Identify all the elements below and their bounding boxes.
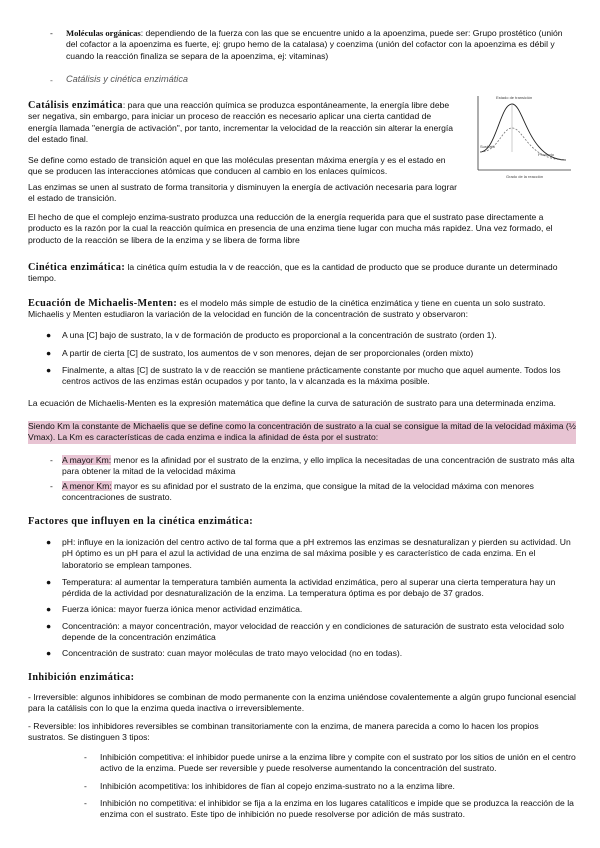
section-subheading: Catálisis y cinética enzimática <box>66 74 189 84</box>
bullet-dot: ● <box>46 621 52 631</box>
km-item-term: A menor Km: <box>62 481 112 491</box>
reversible-paragraph: - Reversible: los inhibidores reversibles se combinan transitoriamente con la enzima, de manera parecida a como lo hacen los propios sustratos. Se distinguen 3 tipos: <box>28 721 539 743</box>
km-item <box>62 455 576 478</box>
cinetica-text: la cinética quím estudia la v de reacción, que es la cantidad de producto que se produce durante un determinado tiempo. <box>28 262 558 284</box>
bullet-dot: ● <box>46 577 52 587</box>
graph-background <box>466 90 576 182</box>
complex-paragraph: El hecho de que el complejo enzima-sustrato produzca una reducción de la energía requerida para que el sustrato pase directamente a producto es la razón por la cual la reacción química en presencia de una enzima tiene lugar con mucha más rapidez. Una vez formado, el producto de la reacción se libera de la enzima y se libera de forma libre <box>28 212 553 245</box>
dash-bullet: - <box>84 752 87 762</box>
inhibition-type: Inhibición acompetitiva: los inhibidores de fían al copejo enzima-sustrato no a la enzima libre. <box>100 781 455 791</box>
bullet-dot: ● <box>46 537 52 547</box>
factor-bullet: Temperatura: al aumentar la temperatura también aumenta la actividad enzimática, pero al superar una cierta temperatura hay un pérdida de la actividad por desnaturalización de la enzima. La temperatura óptima es por debajo de 37 grados. <box>62 577 556 599</box>
inhibition-type: Inhibición competitiva: el inhibidor puede unirse a la enzima libre y compite con el sustrato por los sitios de unión en el centro activo de la enzima. Puede ser reversible y puede resolverse aumentando la concentración del sustrato. <box>100 752 576 774</box>
bullet-dot: ● <box>46 348 52 358</box>
km-item <box>62 481 576 504</box>
catalisis-text: : para que una reacción química se produzca espontáneamente, la energía libre debe ser negativa, sin embargo, para iniciar un proceso de reacción es necesario aplicar una cierta cantidad de energía llamada "energía de activación", por tanto, incrementar la velocidad de la reacción sin alterar la energía del estado final. <box>28 100 454 145</box>
molecules-term: Moléculas orgánicas <box>66 28 141 38</box>
molecules-text: : dependiendo de la fuerza con las que se encuentre unido a la apoenzima, puede ser: Grupo prostético (unión del cofactor a la apoenzima es fuerte, ej: grupo hemo de la catalasa) y coenzima (unión del cofactor con la apoenzima es débil y cuando la reacción finaliza se separa de la apoenzima, ej: vitaminas) <box>66 28 563 61</box>
molecules-item <box>66 28 576 62</box>
inhibicion-title: Inhibición enzimática: <box>28 672 135 683</box>
km-item-term: A mayor Km: <box>62 455 112 465</box>
factor-bullet: Concentración: a mayor concentración, mayor velocidad de reacción y en condiciones de saturación de sustrato esta velocidad solo depende de la concentración enzimática <box>62 621 565 643</box>
dash-bullet: - <box>50 28 53 38</box>
dash-bullet: - <box>50 481 53 491</box>
dash-bullet: - <box>50 455 53 465</box>
enzymes-paragraph: Las enzimas se unen al sustrato de forma transitoria y disminuyen la energía de activación necesaria para lograr el estado de transición. <box>28 182 457 204</box>
transition-paragraph: Se define como estado de transición aquel en que las moléculas presentan máxima energía y es el estado en que se producen las interacciones atómicas que conducen al cambio en los enlaces químicos. <box>28 155 446 177</box>
michaelis-text: es el modelo más simple de estudio de la cinética enzimática y tiene en cuenta un solo sustrato. Michaelis y Menten estudiaron la variación de la velocidad en función de la concentración de sustrato y observaron: <box>28 298 546 320</box>
graph-label-x: Grado de la reacción <box>506 174 544 179</box>
irreversible-paragraph: - Irreversible: algunos inhibidores se combinan de modo permanente con la enzima uniéndose covalentemente a algún grupo funcional esencial para la catálisis con lo que la enzima queda inactiva o irreversiblemente. <box>28 692 576 714</box>
bullet-dot: ● <box>46 604 52 614</box>
michaelis-bullet: A partir de cierta [C] de sustrato, los aumentos de v son menores, dejan de ser proporcionales (orden mixto) <box>62 348 474 358</box>
inhibition-type: Inhibición no competitiva: el inhibidor se fija a la enzima en los lugares catalíticos e impide que se produzca la reacción de la enzima con el sustrato. Este tipo de inhibición no puede resolverse por adición de más sustrato. <box>100 798 574 820</box>
graph-label-substrate: Sustrato <box>480 144 495 149</box>
michaelis-bullet: A una [C] bajo de sustrato, la v de formación de producto es proporcional a la concentración de sustrato (orden 1). <box>62 330 497 340</box>
activation-energy-graph <box>466 90 576 182</box>
dash-bullet: - <box>50 75 53 85</box>
factores-title: Factores que influyen en la cinética enzimática: <box>28 516 253 527</box>
factor-bullet: Concentración de sustrato: cuan mayor moléculas de trato mayo velocidad (no en todas). <box>62 648 403 658</box>
catalisis-title: Catálisis enzimática <box>28 100 123 111</box>
michaelis-bullet: Finalmente, a altas [C] de sustrato la v de reacción se mantiene prácticamente constante por mucho que aquel aumente. Todos los centros activos de las enzimas están ocupados y por tanto, la v alcanzada es la máxima posible. <box>62 365 561 387</box>
factor-bullet: pH: influye en la ionización del centro activo de tal forma que a pH extremos las enzimas se desnaturalizan y pierden su actividad. Un pH óptimo es un pH para el azul la actividad de una enzima de sal máxima posible y es característico de cada enzima. En el laboratorio se emplean tampones. <box>62 537 571 570</box>
michaelis-title: Ecuación de Michaelis-Menten: <box>28 298 178 309</box>
km-item-text: mayor es su afinidad por el sustrato de la enzima, que consigue la mitad de la velocidad máxima con menores concentraciones de sustrato. <box>62 481 534 503</box>
factor-bullet: Fuerza iónica: mayor fuerza iónica menor actividad enzimática. <box>62 604 303 614</box>
equation-paragraph: La ecuación de Michaelis-Menten es la expresión matemática que define la curva de saturación de sustrato para una determinada enzima. <box>28 398 556 408</box>
graph-label-transition: Estado de transición <box>496 95 533 100</box>
bullet-dot: ● <box>46 365 52 375</box>
dash-bullet: - <box>84 798 87 808</box>
cinetica-paragraph <box>28 262 576 285</box>
dash-bullet: - <box>84 781 87 791</box>
bullet-dot: ● <box>46 330 52 340</box>
graph-label-product: Producto <box>538 152 555 157</box>
catalisis-paragraph <box>28 100 458 146</box>
cinetica-title: Cinética enzimática: <box>28 262 126 273</box>
km-paragraph: Siendo Km la constante de Michaelis que se define como la concentración de sustrato a la cual se consigue la mitad de la velocidad máxima (½ Vmax). La Km es características de cada enzima e indica la afinidad de ésta por el sustrato: <box>28 421 576 443</box>
km-item-text: menor es la afinidad por el sustrato de la enzima, y ello implica la necesitadas de una concentración de sustrato más alta para obtener la mitad de la velocidad máxima <box>62 455 575 477</box>
michaelis-paragraph <box>28 298 576 321</box>
bullet-dot: ● <box>46 648 52 658</box>
